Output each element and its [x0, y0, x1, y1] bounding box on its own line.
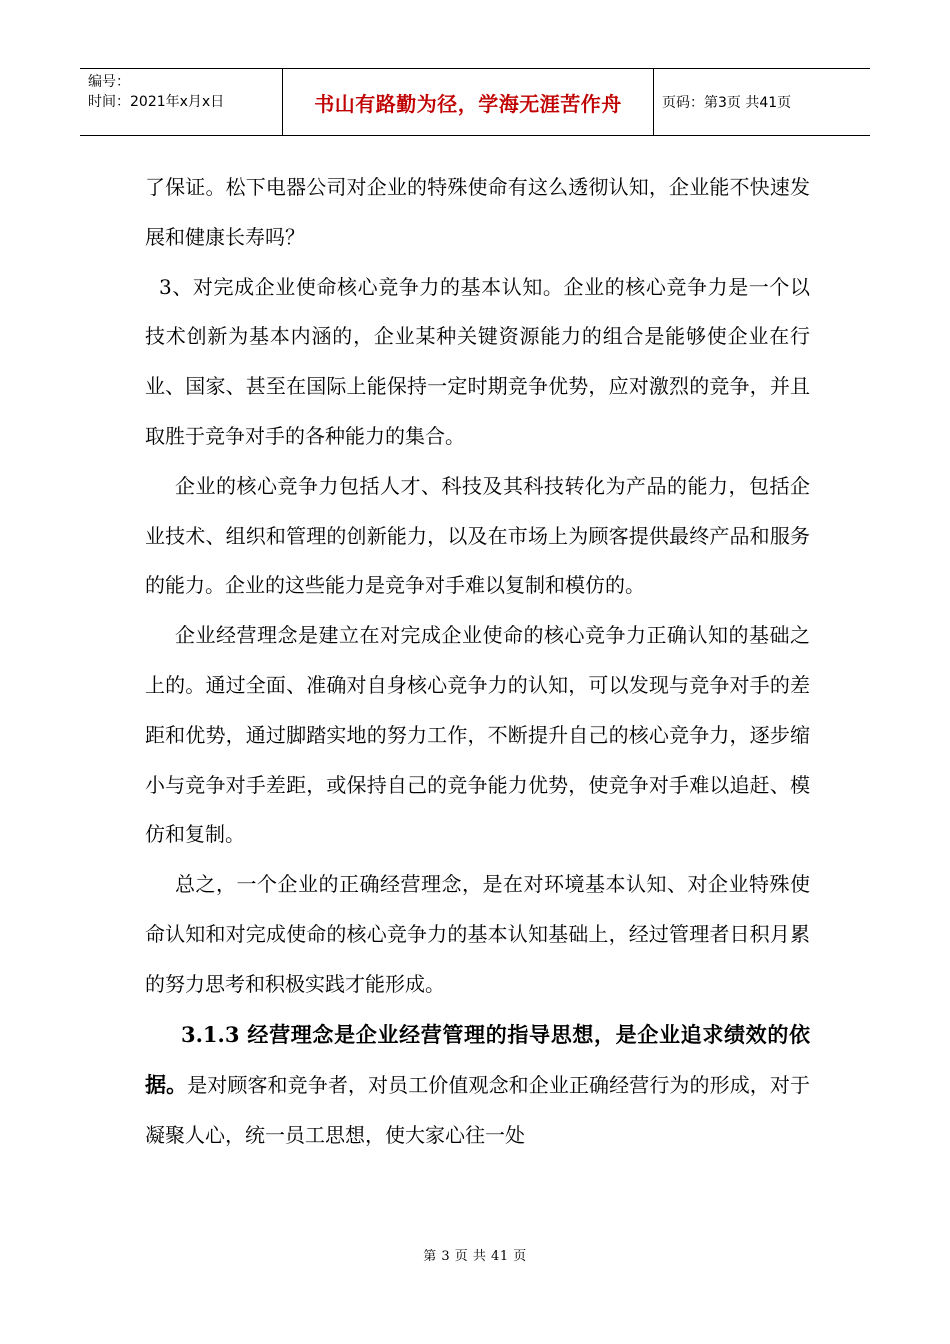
- document-date: 时间：2021年x月x日: [88, 94, 225, 110]
- paragraph-3: 企业的核心竞争力包括人才、科技及其科技转化为产品的能力，包括企业技术、组织和管理的创新能力，以及在市场上为顾客提供最终产品和服务的能力。企业的这些能力是竞争对手难以复制和模仿的。: [145, 473, 810, 598]
- paragraph-4: 企业经营理念是建立在对完成企业使命的核心竞争力正确认知的基础之上的。通过全面、准确对自身核心竞争力的认知，可以发现与竞争对手的差距和优势，通过脚踏实地的努力工作，不断提升自己的核心竞争力，逐步缩小与竞争对手差距，或保持自己的竞争能力优势，使竞争对手难以追赶、模仿和复制。: [145, 623, 810, 847]
- page-header: [80, 68, 870, 136]
- section-3-1-3: [145, 1010, 810, 1161]
- section-text: 是对顾客和竞争者，对员工价值观念和企业正确经营行为的形成，对于凝聚人心，统一员工思想，使大家心往一处: [145, 1073, 810, 1148]
- header-page-info: 页码：第3页 共41页: [662, 95, 792, 111]
- header-meta: [80, 69, 282, 135]
- document-body: [145, 163, 810, 1161]
- section-heading: 3.1.3 经营理念是企业经营管理的指导思想，是企业追求绩效的依据。: [145, 1021, 810, 1098]
- document-number-label: 编号：: [88, 74, 130, 90]
- header-motto: 书山有路勤为径，学海无涯苦作舟: [282, 69, 654, 135]
- paragraph-2: 3、对完成企业使命核心竞争力的基本认知。企业的核心竞争力是一个以技术创新为基本内涵的，企业某种关键资源能力的组合是能够使企业在行业、国家、甚至在国际上能保持一定时期竞争优势，应对激烈的竞争，并且取胜于竞争对手的各种能力的集合。: [145, 274, 810, 448]
- paragraph-5: 总之，一个企业的正确经营理念，是在对环境基本认知、对企业特殊使命认知和对完成使命的核心竞争力的基本认知基础上，经过管理者日积月累的努力思考和积极实践才能形成。: [145, 872, 810, 996]
- paragraph-1: 了保证。松下电器公司对企业的特殊使命有这么透彻认知，企业能不快速发展和健康长寿吗？: [145, 175, 810, 249]
- page-footer: 第 3 页 共 41 页: [423, 1249, 527, 1264]
